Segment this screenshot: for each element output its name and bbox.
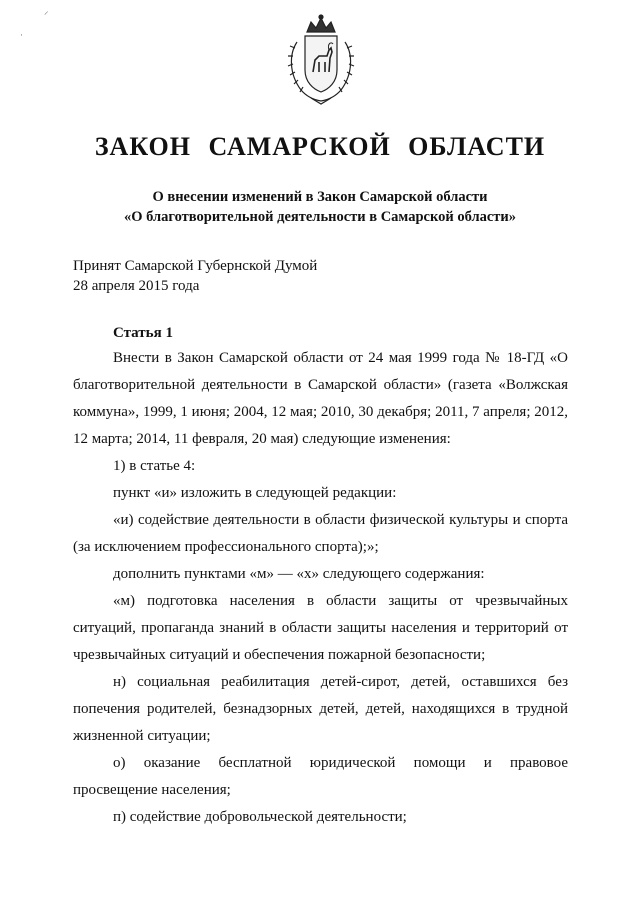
law-title: ЗАКОН САМАРСКОЙ ОБЛАСТИ <box>94 132 546 161</box>
paragraph: о) оказание бесплатной юридической помощи и правовое просвещение населения; <box>73 755 568 798</box>
adoption-info <box>73 256 317 296</box>
paragraph: Внести в Закон Самарской области от 24 мая 1999 года № 18-ГД «О благотворительной деятельности в Самарской области» (газета «Волжская коммуна», 1999, 1 июня; 2004, 12 мая; 2010, 30 декабря; 2011, 7 апреля; 2012, 12 марта; 2014, 11 февраля, 20 мая) следующие изменения: <box>73 350 568 447</box>
adopted-by: Принят Самарской Губернской Думой <box>73 258 318 274</box>
paragraph: пункт «и» изложить в следующей редакции: <box>113 485 397 501</box>
adopted-date: 28 апреля 2015 года <box>73 278 200 294</box>
article-heading: Статья 1 <box>113 325 173 341</box>
subtitle-line: О внесении изменений в Закон Самарской области <box>152 189 488 205</box>
article-body <box>73 345 568 831</box>
paragraph: н) социальная реабилитация детей-сирот, детей, оставшихся без попечения родителей, безнадзорных детей, детей, находящихся в трудной жизненной ситуации; <box>73 674 568 744</box>
samara-coat-of-arms-icon <box>283 14 359 106</box>
law-subtitle <box>0 187 640 227</box>
scan-mark: ⸝ <box>44 6 49 16</box>
paragraph: дополнить пунктами «м» — «х» следующего содержания: <box>113 566 485 582</box>
subtitle-line: «О благотворительной деятельности в Самарской области» <box>123 209 517 225</box>
paragraph: «и) содействие деятельности в области физической культуры и спорта (за исключением профессионального спорта);»; <box>73 512 568 555</box>
scan-mark: · <box>20 30 23 40</box>
paragraph: п) содействие добровольческой деятельности; <box>113 809 407 825</box>
paragraph: 1) в статье 4: <box>113 458 196 474</box>
paragraph: «м) подготовка населения в области защиты от чрезвычайных ситуаций, пропаганда знаний в области защиты населения и территорий от чрезвычайных ситуаций и обеспечения пожарной безопасности; <box>73 593 568 663</box>
